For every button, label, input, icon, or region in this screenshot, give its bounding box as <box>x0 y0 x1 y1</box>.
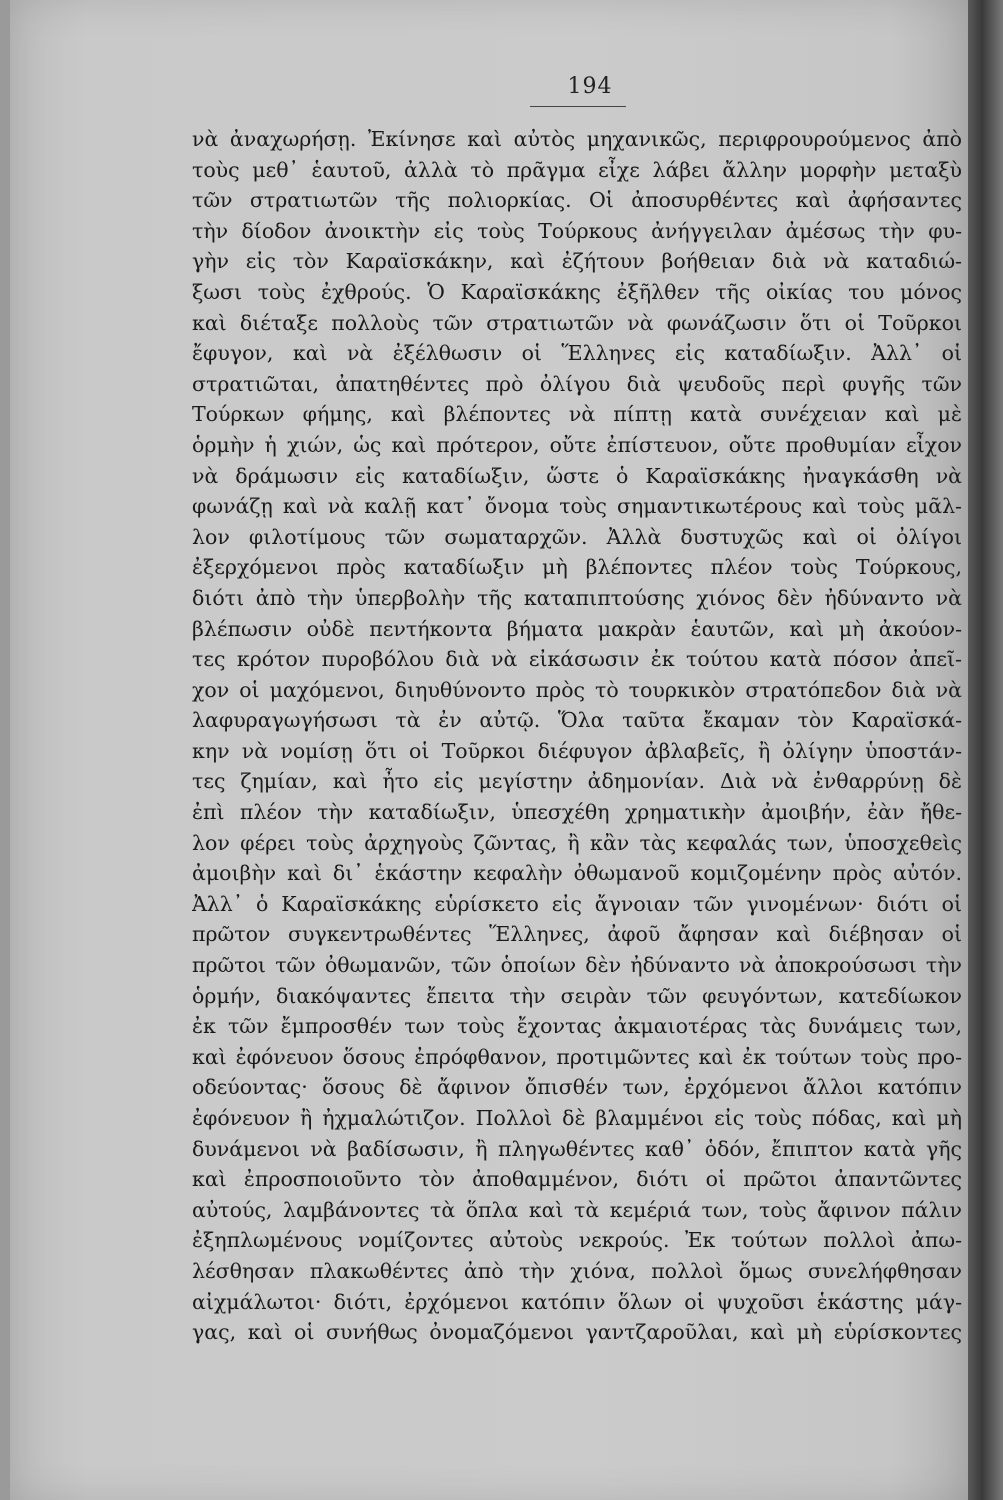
text-line: αἰχμάλωτοι· διότι, ἐρχόμενοι κατόπιν ὅλων οἱ ψυχοῦσι ἑκάστης μάγ- <box>192 1289 962 1314</box>
text-line: τοὺς μεθ᾽ ἑαυτοῦ, ἀλλὰ τὸ πρᾶγμα εἶχε λάβει ἄλλην μορφὴν μεταξὺ <box>192 157 962 182</box>
text-line: νὰ δράμωσιν εἰς καταδίωξιν, ὥστε ὁ Καραϊσκάκης ἠναγκάσθη νὰ <box>192 463 962 488</box>
text-line: ἐπὶ πλέον τὴν καταδίωξιν, ὑπεσχέθη χρηματικὴν ἀμοιβήν, ἐὰν ἤθε- <box>192 800 962 825</box>
text-line: τῶν στρατιωτῶν τῆς πολιορκίας. Οἱ ἀποσυρθέντες καὶ ἀφήσαντες <box>192 188 962 213</box>
text-line: λαφυραγωγήσωσι τὰ ἐν αὐτῷ. Ὅλα ταῦτα ἔκαμαν τὸν Καραϊσκά- <box>192 708 962 733</box>
text-line: χον οἱ μαχόμενοι, διηυθύνοντο πρὸς τὸ τουρκικὸν στρατόπεδον διὰ νὰ <box>192 677 962 702</box>
text-line: ἀμοιβὴν καὶ δι᾽ ἑκάστην κεφαλὴν ὀθωμανοῦ κομιζομένην πρὸς αὐτόν. <box>192 861 962 886</box>
body-text <box>192 124 962 1348</box>
text-line: οδεύοντας· ὅσους δὲ ἄφινον ὄπισθέν των, ἐρχόμενοι ἄλλοι κατόπιν <box>192 1075 962 1100</box>
text-line: πρῶτοι τῶν ὀθωμανῶν, τῶν ὁποίων δὲν ἠδύναντο νὰ ἀποκρούσωσι τὴν <box>192 953 962 978</box>
text-line: ὁρμὴν ἡ χιών, ὡς καὶ πρότερον, οὔτε ἐπίστευον, οὔτε προθυμίαν εἶχον <box>192 432 962 457</box>
page-edge-shadow <box>968 0 1003 1500</box>
text-line: λον φιλοτίμους τῶν σωματαρχῶν. Ἀλλὰ δυστυχῶς καὶ οἱ ὀλίγοι <box>192 524 962 549</box>
text-line: ξωσι τοὺς ἐχθρούς. Ὁ Καραϊσκάκης ἐξῆλθεν τῆς οἰκίας του μόνος <box>192 279 962 304</box>
text-line: ἐκ τῶν ἔμπροσθέν των τοὺς ἔχοντας ἀκμαιοτέρας τὰς δυνάμεις των, <box>192 1014 962 1039</box>
text-line: καὶ διέταξε πολλοὺς τῶν στρατιωτῶν νὰ φωνάζωσιν ὅτι οἱ Τοῦρκοι <box>192 310 962 335</box>
text-line: τὴν δίοδον ἀνοικτὴν εἰς τοὺς Τούρκους ἀνήγγειλαν ἀμέσως τὴν φυ- <box>192 218 962 243</box>
text-line: στρατιῶται, ἀπατηθέντες πρὸ ὀλίγου διὰ ψευδοῦς περὶ φυγῆς τῶν <box>192 371 962 396</box>
text-line: ἔφυγον, καὶ νὰ ἐξέλθωσιν οἱ Ἕλληνες εἰς καταδίωξιν. Ἀλλ᾽ οἱ <box>192 341 962 366</box>
text-line: τες ζημίαν, καὶ ἦτο εἰς μεγίστην ἀδημονίαν. Διὰ νὰ ἐνθαρρύνῃ δὲ <box>192 769 962 794</box>
text-line: λέσθησαν πλακωθέντες ἀπὸ τὴν χιόνα, πολλοὶ ὅμως συνελήφθησαν <box>192 1258 962 1283</box>
text-line: διότι ἀπὸ τὴν ὑπερβολὴν τῆς καταπιπτούσης χιόνος δὲν ἠδύναντο νὰ <box>192 585 962 610</box>
text-line: ἐξηπλωμένους νομίζοντες αὐτοὺς νεκρούς. Ἐκ τούτων πολλοὶ ἀπω- <box>192 1228 962 1253</box>
text-line: λον φέρει τοὺς ἀρχηγοὺς ζῶντας, ἢ κἂν τὰς κεφαλάς των, ὑποσχεθεὶς <box>192 830 962 855</box>
text-line: πρῶτον συγκεντρωθέντες Ἕλληνες, ἀφοῦ ἄφησαν καὶ διέβησαν οἱ <box>192 922 962 947</box>
text-line: γας, καὶ οἱ συνήθως ὀνομαζόμενοι γαντζαροῦλαι, καὶ μὴ εὑρίσκοντες <box>192 1320 962 1345</box>
text-line: κην νὰ νομίσῃ ὅτι οἱ Τοῦρκοι διέφυγον ἀβλαβεῖς, ἢ ὀλίγην ὑποστάν- <box>192 738 962 763</box>
text-line: φωνάζῃ καὶ νὰ καλῇ κατ᾽ ὄνομα τοὺς σημαντικωτέρους καὶ τοὺς μᾶλ- <box>192 494 962 519</box>
text-line: αὐτούς, λαμβάνοντες τὰ ὅπλα καὶ τὰ κεμέριά των, τοὺς ἄφινον πάλιν <box>192 1197 962 1222</box>
text-line: Τούρκων φήμης, καὶ βλέποντες νὰ πίπτῃ κατὰ συνέχειαν καὶ μὲ <box>192 402 962 427</box>
text-line: δυνάμενοι νὰ βαδίσωσιν, ἢ πληγωθέντες καθ᾽ ὁδόν, ἔπιπτον κατὰ γῆς <box>192 1136 962 1161</box>
text-line: ἐφόνευον ἢ ἠχμαλώτιζον. Πολλοὶ δὲ βλαμμένοι εἰς τοὺς πόδας, καὶ μὴ <box>192 1106 962 1130</box>
page-number: 194 <box>567 74 613 99</box>
text-line: Ἀλλ᾽ ὁ Καραϊσκάκης εὑρίσκετο εἰς ἄγνοιαν τῶν γινομένων· διότι οἱ <box>192 891 962 916</box>
text-line: ἐξερχόμενοι πρὸς καταδίωξιν μὴ βλέποντες πλέον τοὺς Τούρκους, <box>192 555 962 580</box>
text-line: νὰ ἀναχωρήσῃ. Ἐκίνησε καὶ αὐτὸς μηχανικῶς, περιφρουρούμενος ἀπὸ <box>192 127 962 151</box>
text-line: τες κρότον πυροβόλου διὰ νὰ εἰκάσωσιν ἐκ τούτου κατὰ πόσον ἀπεῖ- <box>192 647 962 672</box>
page-number-rule <box>530 106 626 107</box>
text-line: ὁρμήν, διακόψαντες ἔπειτα τὴν σειρὰν τῶν φευγόντων, κατεδίωκον <box>192 983 962 1008</box>
text-line: καὶ ἐφόνευον ὅσους ἐπρόφθανον, προτιμῶντες καὶ ἐκ τούτων τοὺς προ- <box>192 1044 962 1069</box>
text-line: βλέπωσιν οὐδὲ πεντήκοντα βήματα μακρὰν ἑαυτῶν, καὶ μὴ ἀκούον- <box>192 616 962 641</box>
text-line: γὴν εἰς τὸν Καραϊσκάκην, καὶ ἐζήτουν βοήθειαν διὰ νὰ καταδιώ- <box>192 249 962 274</box>
text-line: καὶ ἐπροσποιοῦντο τὸν ἀποθαμμένον, διότι οἱ πρῶτοι ἀπαντῶντες <box>192 1167 962 1192</box>
